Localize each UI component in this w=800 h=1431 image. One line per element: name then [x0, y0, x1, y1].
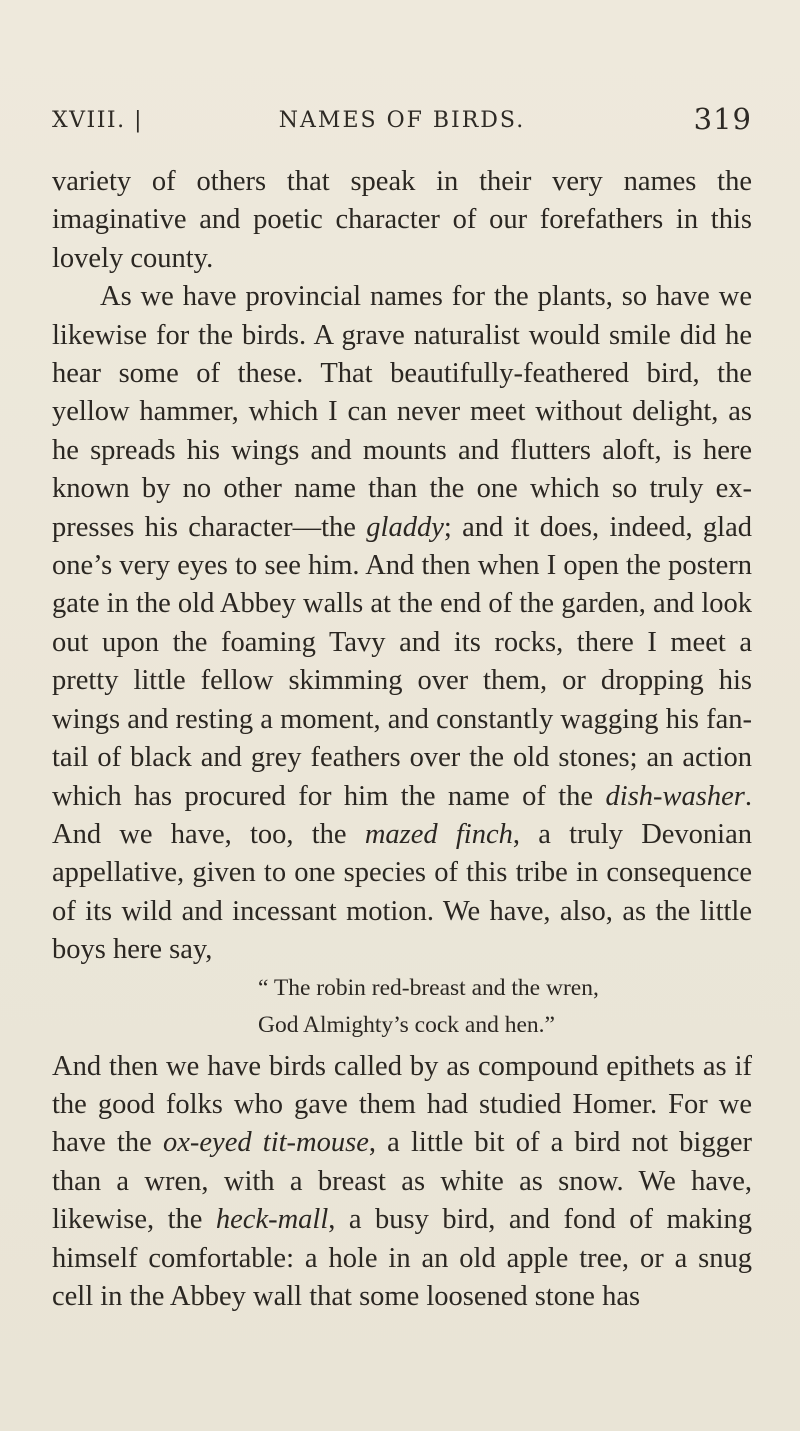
verse-line-2: God Almighty’s cock and hen.” — [258, 1011, 555, 1038]
term-dish-washer: dish-washer — [605, 780, 745, 812]
paragraph-compound-epithets: And then we have birds called by as compound epithets as if the good folks who gave them had studied Homer. For we have the ox-eyed tit-mouse, a little bit of a bird not bigger than a wren, with a breast as white as snow. We have, likewise, the heck-mall, a busy bird, and fond of making himself comfortable: a hole in an old apple tree, or a snug cell in the Abbey wall that some loosened stone has — [52, 1050, 752, 1312]
verse-quotation — [52, 970, 752, 1044]
paragraph-bird-names: As we have provincial names for the plants, so have we likewise for the birds. A grave naturalist would smile did he hear some of these. That beautifully-feathered bird, the yellow hammer, which I can never meet without delight, as he spreads his wings and mounts and flutters aloft, is here known by no other name than the one which so truly expresses his character—the gladdy; and it does, indeed, glad one’s very eyes to see him. And then when I open the postern gate in the old Abbey walls at the end of the garden, and look out upon the foaming Tavy and its rocks, there I meet a pretty little fellow skimming over them, or dropping his wings and resting a moment, and constantly wagging his fan-tail of black and grey feathers over the old stones; an action which has procured for him the name of the dish-washer. And we have, too, the mazed finch, a truly Devonian appellative, given to one species of this tribe in consequence of its wild and incessant motion. We have, also, as the little boys here say, — [52, 281, 753, 966]
term-gladdy: gladdy — [366, 511, 444, 543]
paragraph-continued: variety of others that speak in their very names the imaginative and poetic character of our forefathers in this lovely county. — [52, 166, 752, 274]
term-ox-eyed-tit-mouse: ox-eyed tit-mouse — [163, 1127, 369, 1159]
running-title: NAMES OF BIRDS. — [278, 108, 526, 133]
page-body — [52, 163, 752, 1316]
verse-line-1: “ The robin red-breast and the wren, — [258, 974, 599, 1001]
running-head — [52, 102, 752, 148]
term-mazed-finch: mazed finch — [364, 818, 513, 850]
page-number: 319 — [693, 102, 752, 136]
term-heck-mall: heck-mall — [215, 1204, 329, 1236]
chapter-number: XVIII. | — [52, 108, 144, 133]
